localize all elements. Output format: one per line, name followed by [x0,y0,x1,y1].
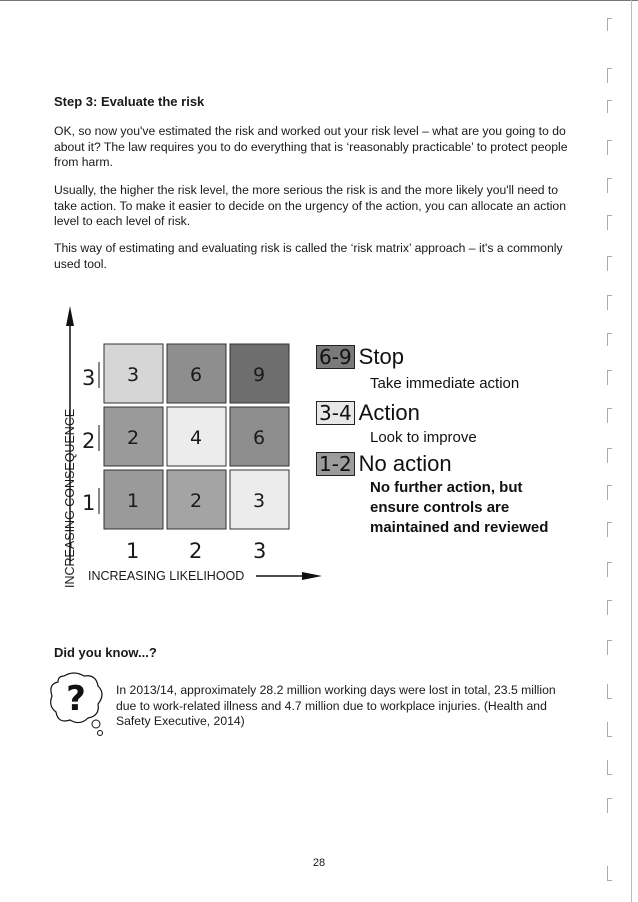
y-axis-label: INCREASING CONSEQUENCE [63,408,77,588]
row-label: 2 [82,429,96,453]
legend-stop [316,344,404,370]
matrix-cell-value: 3 [126,364,140,386]
margin-mark [607,18,612,31]
legend-no-action [316,451,452,477]
legend-title: No action [358,451,452,476]
legend-description: No further action, but [370,479,523,496]
margin-mark [607,562,612,577]
legend-range-badge: 6-9 [316,345,355,369]
matrix-cell-value: 2 [126,427,140,449]
col-label: 3 [253,539,267,563]
legend-action [316,400,420,426]
margin-mark [607,722,612,737]
margin-mark [607,640,612,655]
legend-description: maintained and reviewed [370,519,549,536]
margin-mark [607,522,612,537]
legend-range-badge: 1-2 [316,452,355,476]
legend-title: Action [358,400,420,425]
row-label: 3 [82,366,96,390]
legend-range-badge: 3-4 [316,401,355,425]
matrix-cell-value: 1 [126,490,140,512]
margin-mark [607,295,612,310]
paragraph-risk-matrix: This way of estimating and evaluating risk is called the ‘risk matrix’ approach – it's a commonly used tool. [54,241,563,271]
col-label: 2 [189,539,203,563]
svg-text:?: ? [66,679,86,719]
question-thought-bubble-icon [46,668,108,740]
legend-title: Stop [358,344,404,369]
margin-mark [607,448,612,463]
margin-mark [607,600,612,615]
margin-mark [607,100,612,113]
margin-mark [607,798,612,813]
legend-description: Look to improve [370,429,477,446]
margin-mark [607,333,612,346]
matrix-cell-value: 4 [189,427,203,449]
did-you-know-heading: Did you know...? [54,645,157,660]
matrix-cell-value: 6 [252,427,266,449]
margin-mark [607,256,612,271]
top-rule [0,0,638,1]
did-you-know-text: In 2013/14, approximately 28.2 million working days were lost in total, 23.5 million due to work-related illness and 4.7 million due to workplace injuries. (Health and Safety Executive, 2014) [116,683,556,728]
matrix-cell-value: 3 [252,490,266,512]
x-axis-arrowhead [302,572,322,580]
legend-description: ensure controls are [370,499,510,516]
margin-mark [607,178,612,193]
row-label: 1 [82,491,96,515]
paragraph-intro: OK, so now you've estimated the risk and worked out your risk level – what are you going to do about it? The law requires you to do everything that is ‘reasonably practicable’ to protect people from harm. [54,124,568,169]
page-edge [631,0,632,902]
margin-mark [607,68,612,83]
margin-mark [607,760,612,775]
matrix-cell-value: 2 [189,490,203,512]
page-number: 28 [312,857,326,869]
margin-mark [607,370,612,385]
section-heading: Step 3: Evaluate the risk [54,94,205,109]
margin-mark [607,684,612,699]
risk-matrix [0,300,340,595]
matrix-cell-value: 9 [252,364,266,386]
margin-mark [607,140,612,155]
paragraph-risk-level: Usually, the higher the risk level, the more serious the risk is and the more likely you'll need to take action. To make it easier to decide on the urgency of the action, you can allocate an action level to each level of risk. [54,183,566,228]
matrix-cell-value: 6 [189,364,203,386]
margin-mark [607,215,612,230]
margin-mark [607,485,612,500]
x-axis-label: INCREASING LIKELIHOOD [88,569,245,583]
margin-mark [607,408,612,423]
y-axis-arrowhead [66,306,74,326]
legend-description: Take immediate action [370,375,520,392]
col-label: 1 [126,539,140,563]
